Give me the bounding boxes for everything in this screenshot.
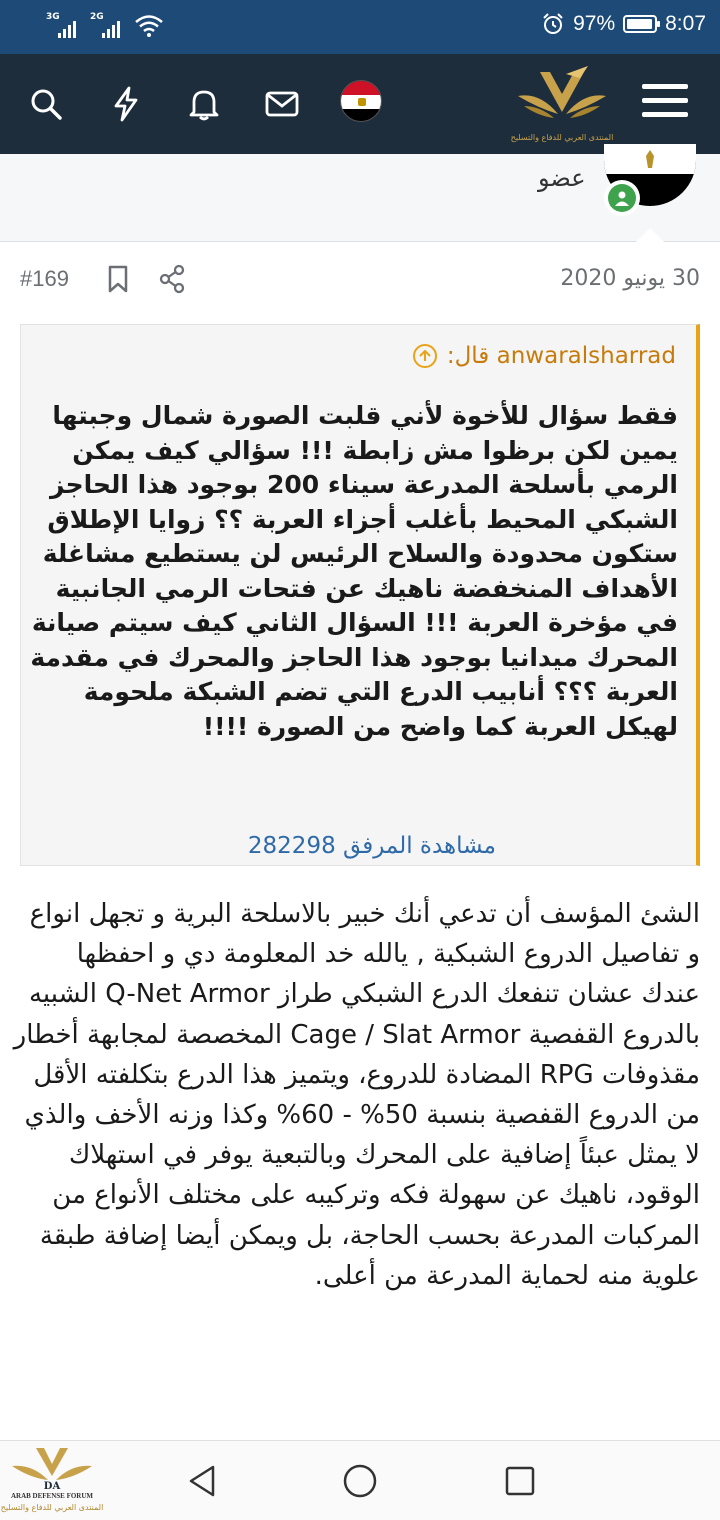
wifi-icon <box>134 14 164 38</box>
arrow-up-icon[interactable] <box>413 344 437 368</box>
battery-percent: 97% <box>573 12 616 35</box>
eagle-emblem-icon <box>642 148 658 170</box>
clock: 8:07 <box>665 12 706 35</box>
quote-author[interactable] <box>413 343 676 369</box>
home-icon[interactable] <box>342 1463 378 1503</box>
sim2-signal-icon <box>90 14 124 38</box>
post-body: الشئ المؤسف أن تدعي أنك خبير بالاسلحة البرية و تجهل انواع و تفاصيل الدروع الشبكية , يالله خد المعلومة دي و احفظها عندك عشان تنفعك الدرع الشبكي طراز Q-Net Armor الشبيه بالدروع القفصية Cage / Slat Armor المخصصة لمجابهة أخطار مقذوفات RPG المضادة للدروع، ويتميز هذا الدرع بتكلفته الأقل من الدروع القفصية بنسبة 50% - 60% وكذا وزنه الأخف والذي لا يمثل عبئاً إضافية على المحرك وبالتبعية يوفر في استهلاك الوقود، ناهيك عن سهولة فكه وتركيبه على مختلف الأنواع من المركبات المدرعة بحسب الحاجة، بل ويمكن أيضا إضافة طبقة علوية منه لحماية المدرعة من أعلى. <box>13 899 700 1291</box>
quote-text: فقط سؤال للأخوة لأني قلبت الصورة شمال وجبتها يمين لكن برظوا مش زابطة !!! سؤالي كيف يمكن الرمي بأسلحة المدرعة سيناء 200 بوجود هذا الحاجز الشبكي المحيط بأغلب أجزاء العربة ؟؟ زوايا الإطلاق ستكون محدودة والسلاح الرئيس لن يستطيع مشاغلة الأهداف المنخفضة ناهيك عن فتحات الرمي الجانبية في مؤخرة العربة !!! السؤال الثاني كيف سيتم صيانة المحرك ميدانيا بوجود هذا الحاجز والمحرك في مقدمة العربة ؟؟؟ أنابيب الدرع التي تضم الشبكة ملحومة لهيكل العربة كما واضح من الصورة !!!! <box>30 401 678 741</box>
alarm-icon <box>541 12 565 36</box>
member-caret <box>636 228 664 242</box>
bell-icon[interactable] <box>184 84 224 124</box>
footer-watermark-logo <box>0 1440 104 1520</box>
post-date[interactable]: 30 يونيو 2020 <box>560 266 700 291</box>
sim2-label: 2G <box>90 12 104 22</box>
android-nav-bar <box>0 1440 720 1520</box>
menu-icon[interactable] <box>642 84 688 126</box>
status-bar <box>0 0 720 54</box>
sim1-signal-icon <box>46 14 80 38</box>
signal-group <box>46 14 164 38</box>
bookmark-icon[interactable] <box>106 264 130 298</box>
sim1-label: 3G <box>46 12 60 22</box>
attachment-link[interactable]: مشاهدة المرفق 282298 <box>247 833 496 859</box>
site-logo[interactable] <box>510 62 614 144</box>
quote-author-label: anwaralsharrad قال: <box>446 343 676 369</box>
eagle-logo-icon <box>510 62 614 128</box>
mail-icon[interactable] <box>262 84 302 124</box>
lightning-icon[interactable] <box>106 84 146 124</box>
share-icon[interactable] <box>158 264 186 298</box>
recents-icon[interactable] <box>504 1465 536 1501</box>
member-role: عضو <box>538 164 586 192</box>
footer-logo-ar: المنتدى العربي للدفاع والتسليح <box>0 1503 104 1512</box>
search-icon[interactable] <box>26 84 66 124</box>
eagle-logo-icon <box>10 1446 94 1490</box>
battery-icon <box>623 15 657 33</box>
footer-logo-en: ARAB DEFENSE FORUM <box>10 1492 94 1500</box>
online-status-icon <box>604 180 640 216</box>
egypt-flag-icon[interactable] <box>340 80 382 122</box>
battery-fill <box>627 19 652 29</box>
svg-text:DA: DA <box>43 1481 61 1490</box>
post-number[interactable]: #169 <box>20 266 69 291</box>
back-icon[interactable] <box>186 1463 218 1503</box>
quote-block <box>20 324 700 866</box>
status-right <box>541 12 706 36</box>
logo-caption: المنتدى العربي للدفاع والتسليح <box>510 133 614 142</box>
